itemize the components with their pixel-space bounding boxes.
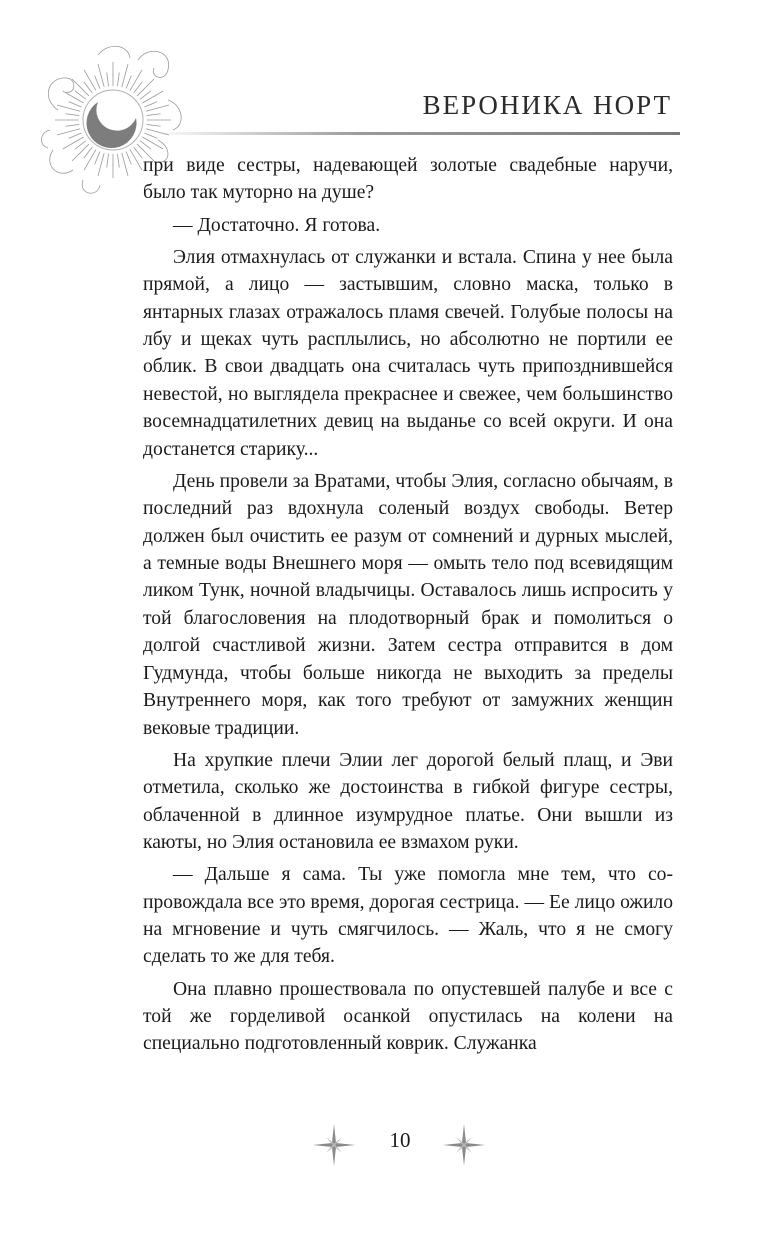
paragraph: На хрупкие плечи Элии лег дорогой белый плащ, и Эви отметила, сколько же достоинства в гибкой фигуре сестры, облаченной в длинное изумрудное платье. Они вышли из каюты, но Элия остановила ее взмахом руки. bbox=[143, 749, 673, 853]
header-rule bbox=[150, 132, 680, 135]
sparkle-star-icon bbox=[441, 1122, 487, 1168]
paragraph: при виде сестры, надевающей золотые свадебные наручи, было так муторно на душе? bbox=[143, 155, 673, 204]
page-footer bbox=[0, 1118, 768, 1168]
page-number: 10 bbox=[389, 1128, 411, 1152]
paragraph: — Достаточно. Я готова. bbox=[173, 214, 381, 236]
paragraph: Элия отмахнулась от служанки и встала. Спина у нее была прямой, а лицо — застывшим, словно маска, только в янтарных глазах отражалось пламя свечей. Голубые полосы на лбу и щеках чуть расплылись, но абсолютно не портили ее облик. В свои двадцать она считалась чуть припозднившейся невестой, но выглядела прекраснее и свежее, чем большинство восемнадцатилетних девиц на выданье со всей округи. И она достанется старику... bbox=[143, 246, 673, 460]
running-head-author: ВЕРОНИКА НОРТ bbox=[422, 90, 672, 120]
paragraph: День провели за Вратами, чтобы Элия, согласно обычаям, в последний раз вдохнула соленый воздух свободы. Ветер должен был очистить ее разум от сомнений и дурных мыслей, а темные воды Внешнего моря — омыть тело под всевидящим ликом Тунк, ночной владычицы. Оставалось лишь испросить у той благословения на плодотворный брак и помолиться о долгой счастливой жизни. Затем сестра отправится в дом Гудмунда, чтобы больше никогда не выходить за пределы Внутреннего моря, как того требуют от замужних женщин вековые традиции. bbox=[143, 470, 673, 739]
sparkle-star-icon bbox=[311, 1122, 357, 1168]
paragraph: — Дальше я сама. Ты уже помогла мне тем, что сопровождала все это время, дорогая сестрица. — Ее лицо ожило на мгновение и чуть смягчилось. — Жаль, что я не смогу сделать то же для тебя. bbox=[143, 864, 673, 968]
paragraph: Она плавно прошествовала по опустевшей палубе и все с той же горделивой осанкой опустилась на колени на специально подготовленный коврик. Служанка bbox=[143, 978, 673, 1055]
body-text bbox=[143, 152, 673, 1063]
